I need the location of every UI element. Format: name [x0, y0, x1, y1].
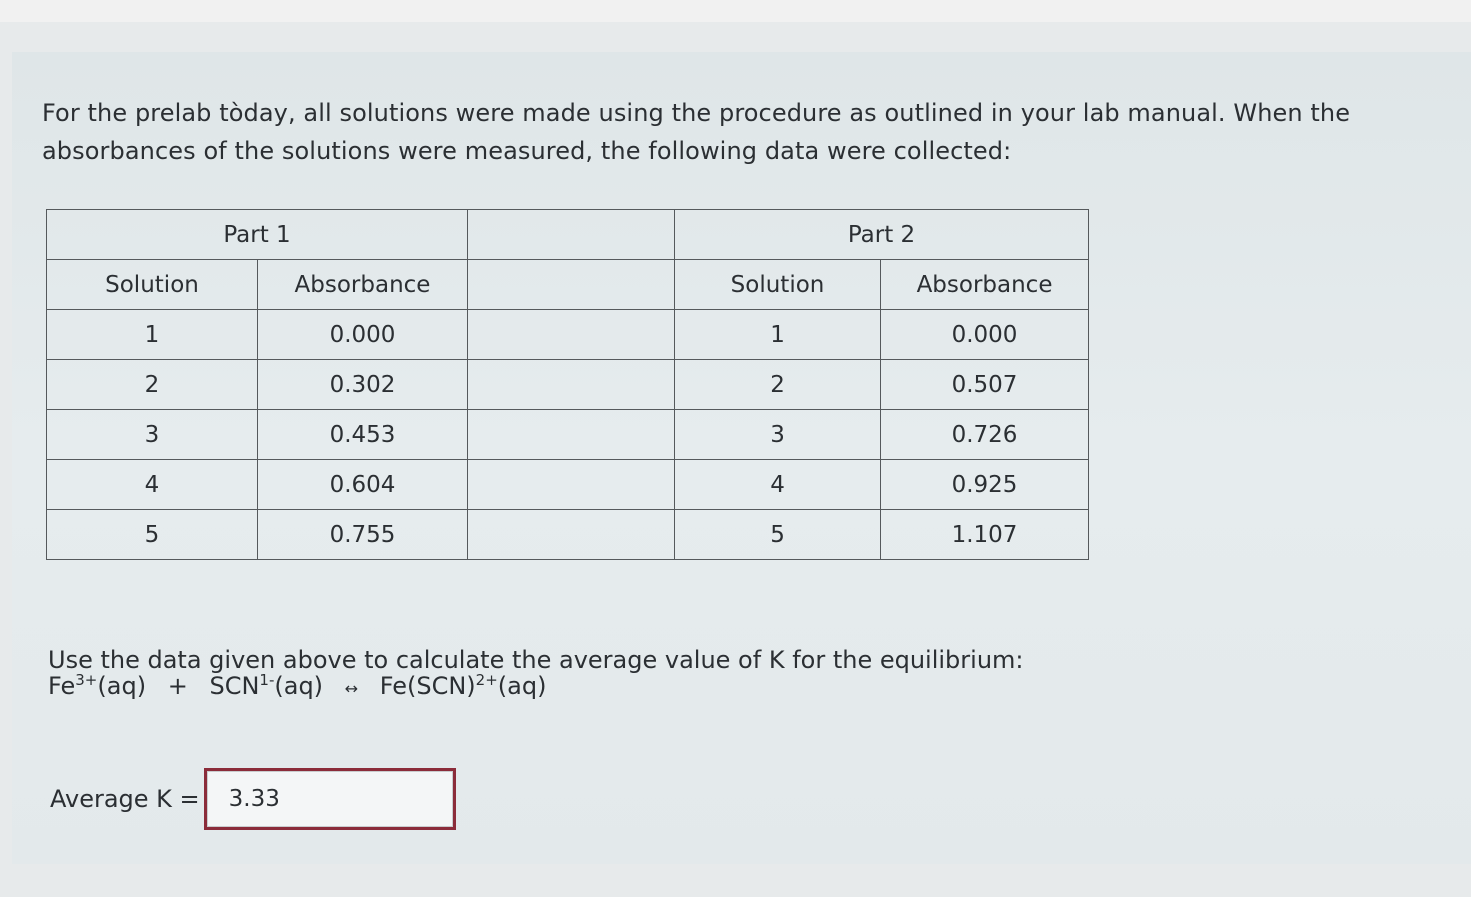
question-text: Use the data given above to calculate the average value of K for the equilibrium:: [48, 646, 1024, 674]
top-bar: [0, 0, 1471, 22]
product-complex: Fe(SCN): [379, 672, 476, 700]
thiocyanate-state: (aq): [274, 672, 324, 700]
spacer-cell: [468, 460, 675, 510]
part1-absorbance: 0.604: [258, 460, 468, 510]
part1-solution: 5: [47, 510, 258, 560]
part2-solution: 2: [675, 360, 881, 410]
answer-row: [50, 764, 456, 834]
thiocyanate-charge: 1-: [259, 671, 275, 689]
iron-ion: Fe: [48, 672, 76, 700]
equilibrium-arrow: ↔: [344, 679, 359, 698]
part1-absorbance: 0.453: [258, 410, 468, 460]
part1-title: Part 1: [47, 210, 468, 260]
part2-absorbance: 0.000: [881, 310, 1089, 360]
table-header-row: [47, 260, 1089, 310]
equilibrium-equation: [48, 668, 546, 707]
part1-absorbance: 0.000: [258, 310, 468, 360]
header-solution-2: Solution: [675, 260, 881, 310]
part2-solution: 1: [675, 310, 881, 360]
average-k-input[interactable]: [204, 768, 456, 830]
spacer-cell: [468, 410, 675, 460]
iron-charge: 3+: [75, 671, 98, 689]
part2-absorbance: 1.107: [881, 510, 1089, 560]
product-state: (aq): [497, 672, 547, 700]
spacer-cell: [468, 260, 675, 310]
spacer-cell: [468, 310, 675, 360]
part1-solution: 2: [47, 360, 258, 410]
part1-absorbance: 0.302: [258, 360, 468, 410]
header-absorbance-2: Absorbance: [881, 260, 1089, 310]
thiocyanate-ion: SCN: [209, 672, 260, 700]
header-absorbance-1: Absorbance: [258, 260, 468, 310]
plus-sign: +: [167, 672, 188, 700]
table-row: [47, 410, 1089, 460]
part2-solution: 3: [675, 410, 881, 460]
iron-state: (aq): [97, 672, 147, 700]
absorbance-table: [46, 209, 1089, 560]
header-solution-1: Solution: [47, 260, 258, 310]
part2-absorbance: 0.726: [881, 410, 1089, 460]
part1-solution: 4: [47, 460, 258, 510]
part1-solution: 1: [47, 310, 258, 360]
spacer-cell: [468, 360, 675, 410]
intro-text: For the prelab tòday, all solutions were made using the procedure as outlined in your lab manual. When the absorbances of the solutions were measured, the following data were collected:: [42, 99, 1351, 165]
part2-title: Part 2: [675, 210, 1089, 260]
part2-absorbance: 0.925: [881, 460, 1089, 510]
table-row: [47, 360, 1089, 410]
part2-absorbance: 0.507: [881, 360, 1089, 410]
spacer-cell: [468, 510, 675, 560]
table-row: [47, 510, 1089, 560]
table-row: [47, 460, 1089, 510]
part2-solution: 4: [675, 460, 881, 510]
part1-solution: 3: [47, 410, 258, 460]
average-k-label: Average K =: [50, 785, 200, 813]
product-charge: 2+: [475, 671, 498, 689]
part2-solution: 5: [675, 510, 881, 560]
table-title-row: [47, 210, 1089, 260]
table-row: [47, 310, 1089, 360]
part1-absorbance: 0.755: [258, 510, 468, 560]
spacer-cell: [468, 210, 675, 260]
